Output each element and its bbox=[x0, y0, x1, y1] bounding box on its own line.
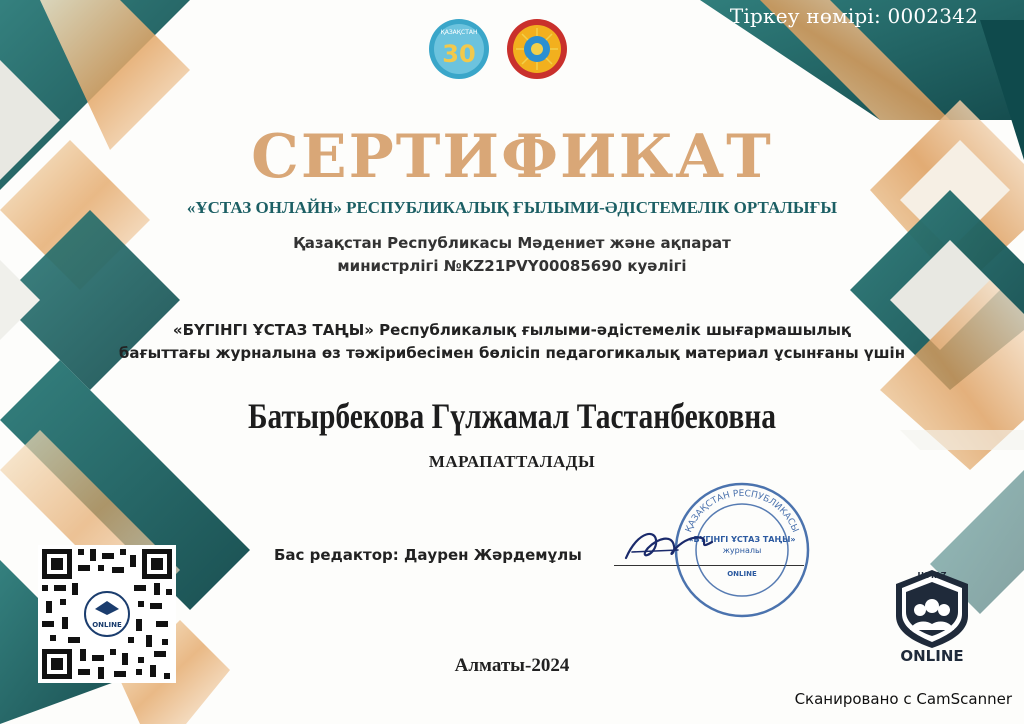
awarded-text: МАРАПАТТАЛАДЫ bbox=[428, 452, 596, 471]
logo-country-text: ҚАЗАҚСТАН bbox=[440, 29, 478, 36]
scanner-watermark: Сканировано с CamScanner bbox=[794, 690, 1012, 708]
city-year: Алматы-2024 bbox=[454, 655, 570, 676]
qr-badge-text: ONLINE bbox=[92, 621, 122, 629]
description-line-2: бағыттағы журналына өз тәжірибесімен бөлісіп педагогикалық материал ұсынғаны үшін bbox=[118, 344, 906, 362]
stamp-inner-badge: ONLINE bbox=[727, 570, 757, 578]
stamp-inner-title: «БҮГІНГІ ҰСТАЗ ТАҢЫ» bbox=[688, 535, 796, 544]
state-emblem-icon bbox=[506, 18, 568, 80]
organization-name: «ҰСТАЗ ОНЛАЙН» РЕСПУБЛИКАЛЫҚ ҒЫЛЫМИ-ӘДІСТЕМЕЛІК ОРТАЛЫҒЫ bbox=[186, 198, 838, 217]
kazakhstan-30-years-logo bbox=[428, 18, 490, 80]
description-line-1: «БҮГІНГІ ҰСТАЗ ТАҢЫ» Республикалық ғылыми-әдістемелік шығармашылық bbox=[172, 321, 852, 339]
ustaz-logo-bottom-text: ONLINE bbox=[900, 647, 964, 664]
logo-number-text: 30 bbox=[442, 40, 476, 68]
ustaz-logo-top-text: USTAZ bbox=[917, 571, 947, 580]
signature bbox=[618, 520, 718, 570]
chief-editor: Бас редактор: Даурен Жәрдемұлы bbox=[274, 546, 582, 564]
stamp-inner-sub: журналы bbox=[722, 546, 762, 555]
ustaz-online-logo bbox=[880, 566, 984, 664]
recipient-name: Батырбекова Гүлжамал Тастанбековна bbox=[247, 396, 777, 436]
ministry-line-2: министрлігі №KZ21PVY00085690 куәлігі bbox=[337, 257, 687, 275]
ministry-line-1: Қазақстан Республикасы Мәдениет және ақпарат bbox=[293, 234, 731, 252]
registration-number: Тіркеу нөмірі: 0002342 bbox=[729, 4, 978, 28]
stamp-outer-text: ҚАЗАҚСТАН РЕСПУБЛИКАСЫ bbox=[684, 488, 800, 535]
certificate-title: СЕРТИФИКАТ bbox=[251, 122, 773, 192]
